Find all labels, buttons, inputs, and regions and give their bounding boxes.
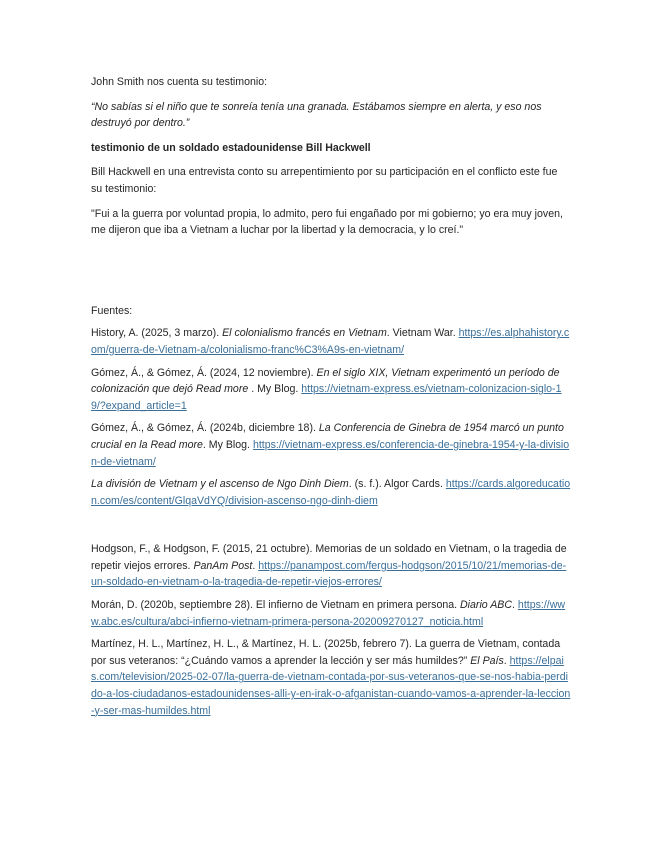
reference-link[interactable]: https://vietnam-express.es/conferencia-de-ginebra-1954-y-la-division-de-vietnam/ [91,438,570,468]
reference-publisher: . My Blog. [202,438,253,451]
reference-entry [91,597,571,630]
reference-authors: Gómez, Á., & Gómez, Á. (2024, 12 noviembre). [91,366,317,379]
quote-bill-hackwell: "Fui a la guerra por voluntad propia, lo admito, pero fui engañado por mi gobierno; yo era muy joven, me dijeron que iba a Vietnam a luchar por la libertad y la democracia, y lo creí." [91,207,563,237]
reference-authors: Morán, D. (2020b, septiembre 28). El infierno de Vietnam en primera persona. [91,599,461,612]
reference-title: Diario ABC [460,599,513,612]
section-heading: testimonio de un soldado estadounidense Bill Hackwell [91,141,371,154]
reference-authors: Hodgson, F., & Hodgson, F. (2015, 21 octubre). Memorias de un soldado en Vietnam, o la tragedia de repetir viejos errores. [91,543,567,572]
reference-list-2 [91,541,571,719]
sources-label: Fuentes: [91,304,133,317]
reference-title: La Conferencia de Ginebra de 1954 marcó un punto crucial en la Read more [91,422,564,451]
reference-title: PanAm Post [193,559,253,572]
reference-link[interactable]: https://es.alphahistory.com/guerra-de-Vietnam-a/colonialismo-franc%C3%A9s-en-vietnam/ [91,327,570,356]
reference-link[interactable]: https://www.abc.es/cultura/abci-infierno-vietnam-primera-persona-202009270127_noticia.html [91,599,566,628]
reference-entry [91,325,571,358]
reference-link[interactable]: https://elpais.com/television/2025-02-07/la-guerra-de-vietnam-contada-por-sus-veteranos-que-se-nos-habia-perdido-a-los-ciudadanos-estadounidenses-alli-y-en-irak-o-afganistan-cuando-vamos-a-aprender-la-leccion-y-ser-mas-humildes.html [91,654,571,717]
reference-link[interactable]: https://panampost.com/fergus-hodgson/2015/10/21/memorias-de-un-soldado-en-vietnam-o-la-tragedia-de-repetir-viejos-errores/ [91,559,567,589]
reference-title: El colonialismo francés en Vietnam [222,327,387,340]
reference-link[interactable]: https://vietnam-express.es/vietnam-colonizacion-siglo-19/?expand_article=1 [91,383,562,412]
reference-title: La división de Vietnam y el ascenso de Ngo Dinh Diem [91,478,349,491]
reference-link[interactable]: https://cards.algoreducation.com/es/content/GlqaVdYQ/division-ascenso-ngo-dinh-diem [91,478,571,507]
reference-authors: Martínez, H. L., Martínez, H. L., & Martínez, H. L. (2025b, febrero 7). La guerra de Vietnam, contada por sus veteranos: “¿Cuándo vamos a aprender la lección y ser más humildes?” [91,638,561,667]
reference-entry [91,420,571,470]
reference-publisher: . My Blog. [248,383,302,396]
reference-title: El País [470,654,504,667]
reference-publisher: . (s. f.). Algor Cards. [348,478,446,491]
reference-publisher: . [512,599,518,612]
reference-publisher: . [503,654,510,667]
reference-publisher: . [252,559,259,572]
quote-john-smith: “No sabías si el niño que te sonreía tenía una granada. Estábamos siempre en alerta, y eso nos destruyó por dentro.” [91,100,542,130]
reference-list [91,325,571,509]
reference-title: En el siglo XIX, Vietnam experimentó un período de colonización que dejó Read more [91,366,560,396]
reference-entry [91,541,571,591]
body-paragraph: Bill Hackwell en una entrevista conto su arrepentimiento por su participación en el conflicto este fue su testimonio: [91,166,558,195]
reference-authors: History, A. (2025, 3 marzo). [91,327,223,340]
reference-entry [91,636,571,719]
document-body [91,74,571,719]
reference-entry [91,476,571,509]
reference-entry [91,365,571,415]
reference-publisher: . Vietnam War. [386,327,459,340]
intro-line: John Smith nos cuenta su testimonio: [91,76,268,88]
reference-authors: Gómez, Á., & Gómez, Á. (2024b, diciembre 18). [91,422,319,435]
